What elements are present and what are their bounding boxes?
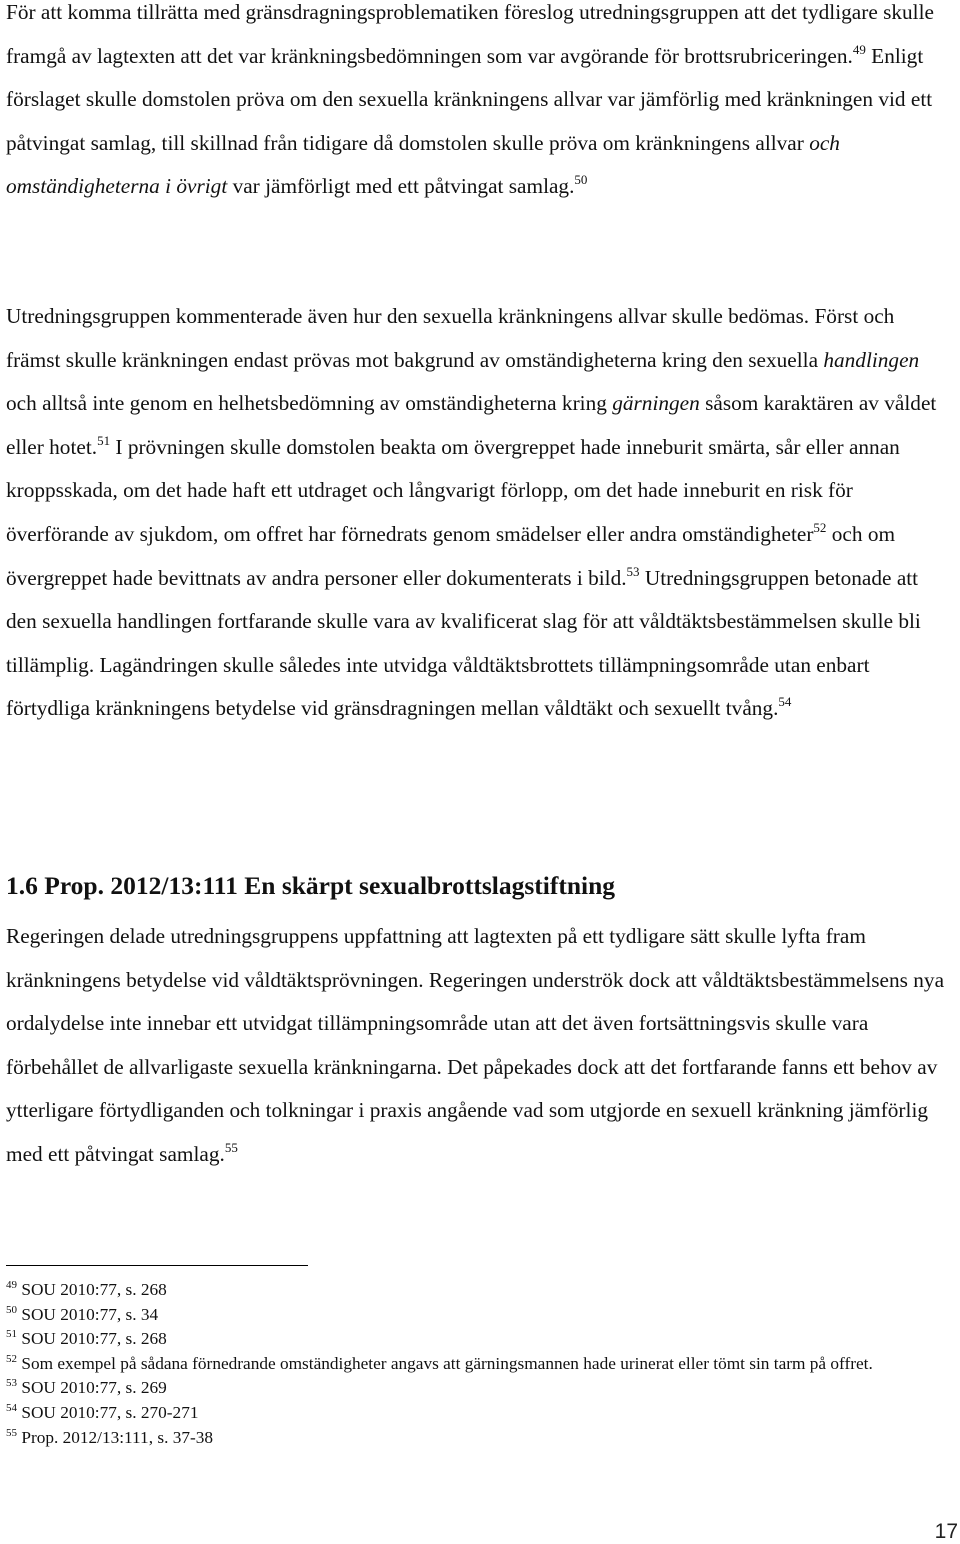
footnote-number: 54 bbox=[6, 1401, 17, 1414]
footnote-ref-52: 52 bbox=[813, 519, 827, 535]
paragraph-1-text: var jämförligt med ett påtvingat samlag. bbox=[227, 174, 575, 199]
footnote-text: Som exempel på sådana förnedrande omständigheter angavs att gärningsmannen hade urinerat eller tömt sin tarm på offret. bbox=[21, 1353, 873, 1373]
footnote-text: SOU 2010:77, s. 269 bbox=[21, 1378, 167, 1398]
footnote-51 bbox=[6, 1327, 954, 1352]
footnote-number: 49 bbox=[6, 1279, 17, 1291]
footnote-50 bbox=[6, 1303, 954, 1328]
footnote-separator bbox=[6, 1265, 308, 1266]
paragraph-1 bbox=[6, 0, 954, 209]
paragraph-2-italic: gärningen bbox=[612, 391, 700, 416]
paragraph-2-text: såsom karaktären av våldet eller hotet. bbox=[6, 391, 937, 459]
footnote-number: 55 bbox=[6, 1426, 17, 1439]
page-number: 17 bbox=[934, 1520, 958, 1543]
paragraph-3-text: Regeringen delade utredningsgruppens uppfattning att lagtexten på ett tydligare sätt skulle lyfta fram kränkningens betydelse vid våldtäktsprövningen. Regeringen underströk dock att våldtäktsbestämmelsens nya ordalydelse inte innebar ett utvidgat tillämpningsområde utan att det även fortsättningsvis skulle vara förbehållet de allvarligaste sexuella kränkningarna. Det påpekades dock att det fortfarande fanns ett behov av ytterligare förtydliganden och tolkningar i praxis angående vad som utgjorde en sexuell kränkning jämförlig med ett påtvingat samlag. bbox=[6, 924, 945, 1166]
footnote-text: SOU 2010:77, s. 34 bbox=[21, 1304, 159, 1324]
footnote-54 bbox=[6, 1401, 954, 1426]
footnote-49 bbox=[6, 1278, 954, 1303]
footnote-ref-49: 49 bbox=[852, 41, 866, 57]
footnote-number: 50 bbox=[6, 1303, 17, 1316]
paragraph-1-text: För att komma tillrätta med gränsdragningsproblematiken föreslog utredningsgruppen att det tydligare skulle framgå av lagtexten att det var kränkningsbedömningen som var avgörande för brottsrubriceringen. bbox=[6, 0, 934, 68]
footnote-number: 52 bbox=[6, 1352, 17, 1365]
footnote-ref-55: 55 bbox=[224, 1139, 238, 1155]
footnote-text: SOU 2010:77, s. 270-271 bbox=[21, 1402, 199, 1422]
paragraph-2-italic: handlingen bbox=[823, 347, 920, 372]
paragraph-3 bbox=[6, 915, 954, 1177]
footnote-ref-53: 53 bbox=[626, 563, 640, 579]
footnote-55 bbox=[6, 1426, 954, 1451]
footnote-ref-50: 50 bbox=[574, 172, 588, 188]
footnote-text: SOU 2010:77, s. 268 bbox=[21, 1280, 167, 1299]
footnote-ref-51: 51 bbox=[97, 432, 111, 448]
footnote-ref-54: 54 bbox=[778, 694, 792, 710]
footnote-text: Prop. 2012/13:111, s. 37-38 bbox=[21, 1427, 214, 1447]
paragraph-2-text: och om övergreppet hade bevittnats av andra personer eller dokumenterats i bild. bbox=[6, 521, 896, 590]
paragraph-2 bbox=[6, 295, 954, 731]
section-heading: 1.6 Prop. 2012/13:111 En skärpt sexualbrottslagstiftning bbox=[6, 871, 616, 900]
footnote-text: SOU 2010:77, s. 268 bbox=[21, 1329, 167, 1349]
paragraph-1-italic: och omständigheterna i övrigt bbox=[6, 130, 840, 199]
footnote-53 bbox=[6, 1376, 954, 1401]
paragraph-2-text: I prövningen skulle domstolen beakta om övergreppet hade inneburit smärta, sår eller annan kroppsskada, om det hade haft ett utdraget och långvarigt förlopp, om det hade inneburit en risk för överförande av sjukdom, om offret har förnedrats genom smädelser eller andra omständigheter bbox=[6, 434, 900, 546]
paragraph-1-text: Enligt förslaget skulle domstolen pröva om den sexuella kränkningens allvar var jämförlig med kränkningen vid ett påtvingat samlag, till skillnad från tidigare då domstolen skulle pröva om kränkningens allvar bbox=[6, 43, 933, 155]
footnote-52 bbox=[6, 1352, 954, 1377]
footnote-number: 51 bbox=[6, 1328, 17, 1341]
footnote-number: 53 bbox=[6, 1377, 17, 1390]
footnotes bbox=[6, 1278, 954, 1450]
paragraph-2-text: Utredningsgruppen kommenterade även hur den sexuella kränkningens allvar skulle bedömas. Först och främst skulle kränkningen endast prövas mot bakgrund av omständigheterna kring den sexuella bbox=[6, 304, 895, 372]
paragraph-2-text: Utredningsgruppen betonade att den sexuella handlingen fortfarande skulle vara av kvalificerat slag för att våldtäktsbestämmelsen skulle bli tillämplig. Lagändringen skulle således inte utvidga våldtäktsbrottets tillämpningsområde utan enbart förtydliga kränkningens betydelse vid gränsdragningen mellan våldtäkt och sexuellt tvång. bbox=[6, 565, 921, 721]
paragraph-2-text: och alltså inte genom en helhetsbedömning av omständigheterna kring bbox=[6, 391, 613, 416]
